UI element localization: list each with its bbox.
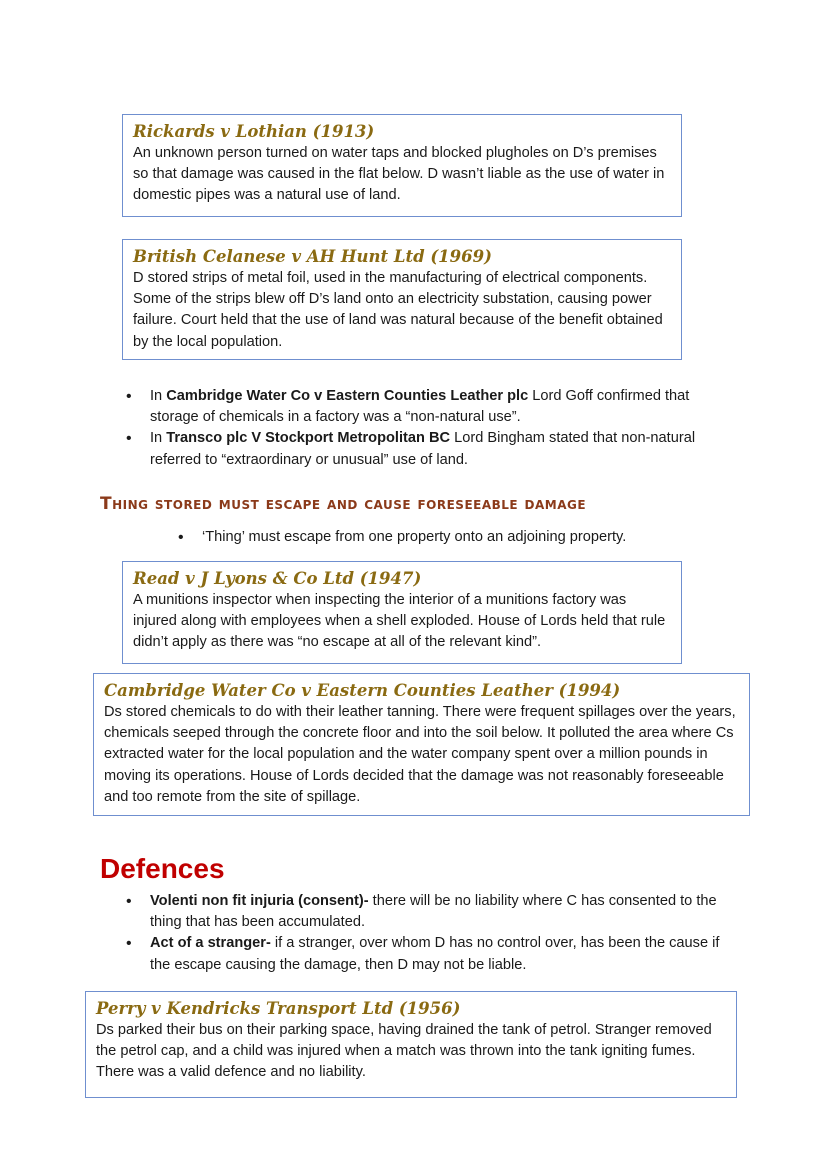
case-body: A munitions inspector when inspecting the interior of a munitions factory was injured along with employees when a shell exploded. House of Lords held that rule didn’t apply as there was “no escape at all of the relevant kind”. <box>133 592 666 651</box>
list-item: • In Transco plc V Stockport Metropolitan BC Lord Bingham stated that non-natural referred to “extraordinary or unusual” use of land. <box>122 428 722 470</box>
case-title: Read v J Lyons & Co Ltd (1947) <box>133 569 422 588</box>
case-box-rickards <box>122 114 682 217</box>
case-box-british-celanese <box>122 239 682 360</box>
list-item: • ‘Thing’ must escape from one property onto an adjoining property. <box>174 527 734 548</box>
case-body: Ds parked their bus on their parking space, having drained the tank of petrol. Stranger removed the petrol cap, and a child was injured when a match was thrown into the tank igniting fumes. There was a valid defence and no liability. <box>96 1022 712 1081</box>
case-box-read-v-lyons <box>122 561 682 664</box>
case-body: An unknown person turned on water taps and blocked plugholes on D’s premises so that damage was caused in the flat below. D wasn’t liable as the use of water in domestic pipes was a natural use of land. <box>133 145 665 204</box>
case-title: Perry v Kendricks Transport Ltd (1956) <box>96 999 461 1018</box>
case-title: Rickards v Lothian (1913) <box>133 122 375 141</box>
case-box-perry <box>85 991 737 1098</box>
defences-list <box>122 891 732 976</box>
case-body: Ds stored chemicals to do with their leather tanning. There were frequent spillages over the years, chemicals seeped through the concrete floor and into the soil below. It polluted the area where Cs extracted water for the local population and the water company spent over a million pounds in moving its operations. House of Lords decided that the damage was not reasonably foreseeable and too remote from the site of spillage. <box>104 704 736 805</box>
case-title: British Celanese v AH Hunt Ltd (1969) <box>133 247 492 266</box>
section-heading-defences: Defences <box>100 853 225 884</box>
natural-use-list <box>122 386 722 471</box>
case-body: D stored strips of metal foil, used in the manufacturing of electrical components. Some of the strips blew off D’s land onto an electricity substation, causing power failure. Court held that the use of land was natural because of the benefit obtained by the local population. <box>133 270 663 350</box>
list-item: • Volenti non fit injuria (consent)- there will be no liability where C has consented to the thing that has been accumulated. <box>122 891 732 933</box>
case-title: Cambridge Water Co v Eastern Counties Leather (1994) <box>104 681 621 700</box>
list-item: • In Cambridge Water Co v Eastern Counties Leather plc Lord Goff confirmed that storage of chemicals in a factory was a “non-natural use”. <box>122 386 722 428</box>
list-item: • Act of a stranger- if a stranger, over whom D has no control over, has been the cause if the escape causing the damage, then D may not be liable. <box>122 933 732 975</box>
escape-list <box>174 527 734 548</box>
case-box-cambridge-water <box>93 673 750 816</box>
section-heading-escape: Thing stored must escape and cause foreseeable damage <box>100 494 587 514</box>
